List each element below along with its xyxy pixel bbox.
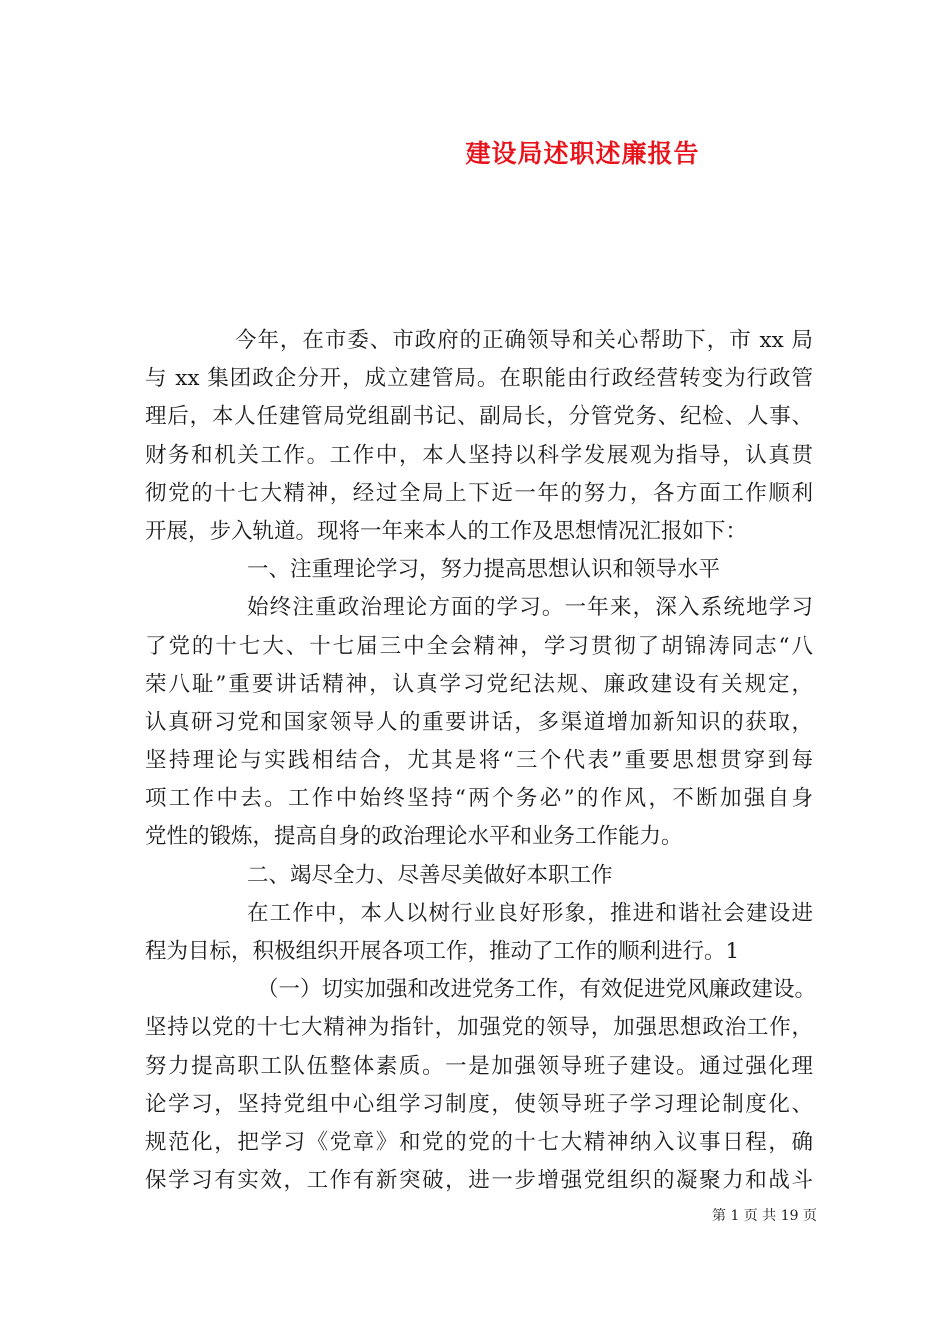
- subsection-heading: （一）切实加强和改进党务工作，有效促进党风廉政建设。: [257, 977, 817, 1003]
- paragraph-line: 与 xx 集团政企分开，成立建管局。在职能由行政经营转变为行政管: [145, 366, 813, 392]
- paragraph-line: 程为目标，积极组织开展各项工作，推动了工作的顺利进行。1: [145, 939, 740, 964]
- paragraph-line: 坚持理论与实践相结合，尤其是将“三个代表”重要思想贯穿到每: [145, 748, 813, 774]
- paragraph-line: 规范化，把学习《党章》和党的党的十七大精神纳入议事日程，确: [145, 1129, 813, 1155]
- paragraph-line: 保学习有实效，工作有新突破，进一步增强党组织的凝聚力和战斗: [145, 1168, 813, 1194]
- paragraph-line: 坚持以党的十七大精神为指针，加强党的领导，加强思想政治工作，: [145, 1015, 813, 1041]
- paragraph-line: 党性的锻炼，提高自身的政治理论水平和业务工作能力。: [145, 824, 683, 850]
- paragraph-line: 了党的十七大、十七届三中全会精神，学习贯彻了胡锦涛同志“八: [145, 633, 813, 659]
- paragraph-line: 今年，在市委、市政府的正确领导和关心帮助下，市 xx 局: [235, 328, 813, 353]
- paragraph-line: 项工作中去。工作中始终坚持“两个务必”的作风，不断加强自身: [145, 786, 813, 812]
- paragraph-line: 努力提高职工队伍整体素质。一是加强领导班子建设。通过强化理: [145, 1053, 813, 1079]
- paragraph-line: 理后，本人任建管局党组副书记、副局长，分管党务、纪检、人事、: [145, 404, 813, 430]
- page-number-footer: 第 1 页 共 19 页: [712, 1208, 817, 1224]
- paragraph-line: 荣八耻”重要讲话精神，认真学习党纪法规、廉政建设有关规定，: [145, 671, 813, 697]
- paragraph-line: 开展，步入轨道。现将一年来本人的工作及思想情况汇报如下：: [145, 518, 748, 544]
- paragraph-line: 彻党的十七大精神，经过全局上下近一年的努力，各方面工作顺利: [145, 480, 813, 506]
- paragraph-line: 始终注重政治理论方面的学习。一年来，深入系统地学习: [247, 595, 813, 621]
- paragraph-line: 财务和机关工作。工作中，本人坚持以科学发展观为指导，认真贯: [145, 442, 813, 468]
- paragraph-line: 认真研习党和国家领导人的重要讲话，多渠道增加新知识的获取，: [145, 709, 813, 735]
- paragraph-line: 在工作中，本人以树行业良好形象，推进和谐社会建设进: [247, 900, 813, 926]
- document-body: [145, 322, 817, 1200]
- document-title: 建设局述职述廉报告: [465, 139, 700, 168]
- section-heading: 二、竭尽全力、尽善尽美做好本职工作: [247, 862, 613, 888]
- paragraph-line: 论学习，坚持党组中心组学习制度，使领导班子学习理论制度化、: [145, 1091, 813, 1117]
- section-heading: 一、注重理论学习，努力提高思想认识和领导水平: [247, 557, 721, 583]
